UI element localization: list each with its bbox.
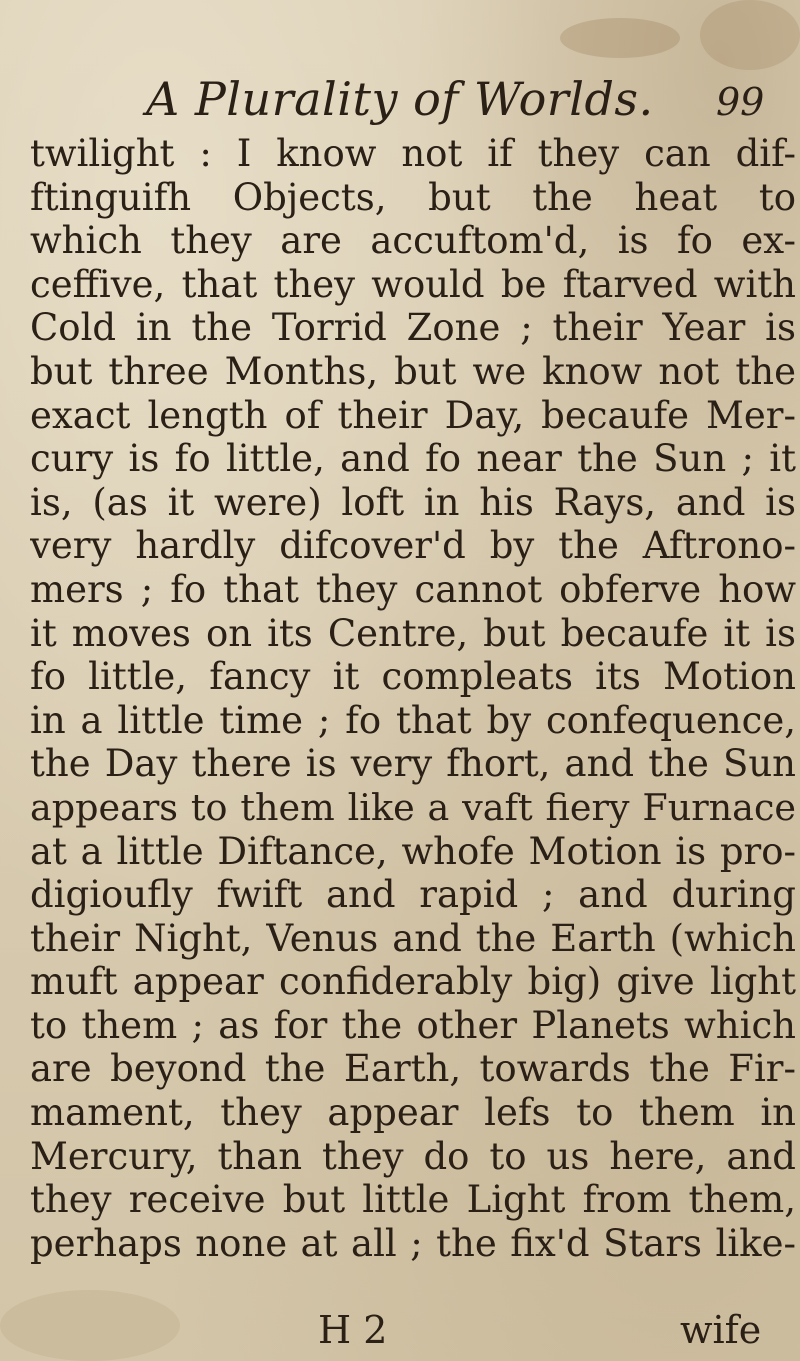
- running-title: A Plurality of Worlds.: [146, 72, 654, 126]
- text-line: twilight : I know not if they can dif-: [30, 132, 796, 175]
- text-line: to them ; as for the other Planets which: [30, 1003, 796, 1047]
- text-line: Cold in the Torrid Zone ; their Year is: [30, 306, 796, 350]
- running-head: [0, 72, 800, 132]
- text-line: muft appear confiderably big) give light: [30, 960, 796, 1004]
- text-line: cury is fo little, and fo near the Sun ; it: [30, 437, 796, 481]
- text-line: but three Months, but we know not the: [30, 349, 796, 393]
- text-line: digioufly fwift and rapid ; and during: [30, 873, 796, 917]
- text-line: exact length of their Day, becaufe Mer-: [30, 393, 796, 437]
- text-line: mers ; fo that they cannot obferve how: [30, 567, 796, 611]
- text-line: ceffive, that they would be ftarved with: [30, 262, 796, 306]
- text-line: in a little time ; fo that by confequence,: [30, 698, 796, 742]
- text-line: very hardly difcover'd by the Aftrono-: [30, 524, 796, 568]
- text-line: their Night, Venus and the Earth (which: [30, 916, 796, 960]
- text-line: mament, they appear lefs to them in: [30, 1091, 796, 1135]
- text-line: fo little, fancy it compleats its Motion: [30, 655, 796, 699]
- text-line: Mercury, than they do to us here, and: [30, 1134, 796, 1178]
- text-line: is, (as it were) loft in his Rays, and is: [30, 480, 796, 524]
- text-line: it moves on its Centre, but becaufe it is: [30, 611, 796, 655]
- page-number: 99: [716, 80, 765, 124]
- text-line: at a little Diftance, whofe Motion is pro-: [30, 829, 796, 873]
- text-line: the Day there is very fhort, and the Sun: [30, 742, 796, 786]
- signature-mark: H 2: [318, 1308, 388, 1352]
- catchword: wife: [680, 1308, 762, 1352]
- text-line: perhaps none at all ; the fix'd Stars like-: [30, 1221, 796, 1265]
- text-line: ftinguifh Objects, but the heat to: [30, 175, 796, 219]
- text-line: which they are accuftom'd, is fo ex-: [30, 219, 796, 263]
- paper-stain: [700, 0, 800, 70]
- text-line: appears to them like a vaft fiery Furnace: [30, 785, 796, 829]
- page-footer: [0, 1308, 800, 1352]
- text-line: they receive but little Light from them,: [30, 1178, 796, 1222]
- text-line: are beyond the Earth, towards the Fir-: [30, 1047, 796, 1091]
- body-text: [30, 132, 796, 1265]
- paper-stain: [560, 18, 680, 58]
